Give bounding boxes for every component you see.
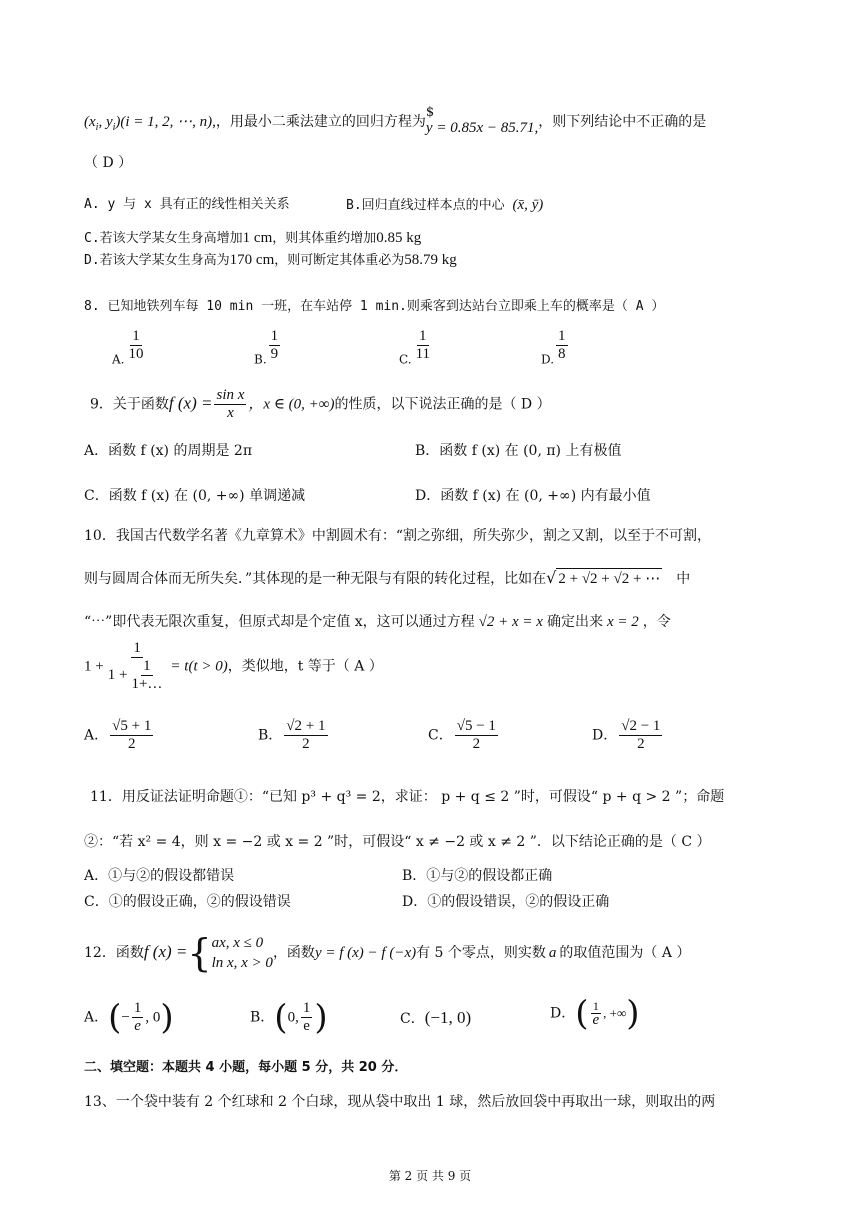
- section-2-title: 二、填空题：本题共 4 小题，每小题 5 分，共 20 分．: [84, 1060, 408, 1075]
- q7-equation: $ y = 0.85x − 85.71,: [425, 105, 539, 136]
- q11-option-d: D．①的假设错误，②的假设正确: [402, 894, 610, 910]
- q10-option-c: C． $\frac{√5 - 1}{2}$: [428, 718, 496, 752]
- q11-line-2: ②：“若 x² = 4，则 x = −2 或 x = 2 ”时，可假设“ x ≠ −2 或 x ≠ 2 ”．以下结论正确的是（ C ）: [84, 834, 711, 850]
- q13-stem: 13、一个袋中装有 2 个红球和 2 个白球，现从袋中取出 1 球，然后放回袋中再取出一球，则取出的两: [84, 1094, 716, 1110]
- q10-option-d: D． $\frac{√2 - 1}{2}$: [592, 718, 661, 752]
- q7-stem-tail: ，则下列结论中不正确的是: [538, 114, 707, 130]
- q7-stem-math: ($x_i$, $y_i)(i = 1$, 2, ⋯, n),: [84, 114, 216, 133]
- q7-option-c: C.若该大学某女生身高增加1 cm，则其体重约增加0.85 kg: [84, 230, 422, 246]
- page-footer: 第 2 页 共 9 页: [388, 1169, 472, 1183]
- q8-option-a: A. $\frac{1}{10}$: [112, 328, 144, 367]
- q12-option-a: A．(− $\frac{1}{e}$ , 0): [84, 997, 174, 1038]
- q7-option-a: A. y 与 x 具有正的线性相关关系: [84, 197, 290, 212]
- q8-stem: 8. 已知地铁列车每 10 min 一班，在车站停 1 min.则乘客到达站台立即乘上车的概率是（ A ）: [84, 299, 665, 314]
- q8-option-c: C. $\frac{1}{11}$: [399, 328, 431, 367]
- q10-line-1: 10．我国古代数学名著《九章算术》中割圆术有：“割之弥细，所失弥少，割之又割，以至于不可割，: [84, 528, 711, 544]
- q10-option-b: B． $\frac{√2 + 1}{2}$: [258, 718, 326, 752]
- q11-line-1: 11．用反证法证明命题①：“已知 p³ + q³ = 2，求证： p + q ≤ 2 ”时，可假设“ p + q > 2 ”；命题: [90, 789, 725, 805]
- q11-option-a: A．①与②的假设都错误: [84, 868, 235, 884]
- q7-stem: [84, 105, 707, 138]
- q7-option-b: B.回归直线过样本点的中心 (x̄, ȳ): [346, 197, 544, 213]
- q11-option-b: B．①与②的假设都正确: [402, 868, 553, 884]
- q10-line-2: 则与圆周合体而无所失矣．”其体现的是一种无限与有限的转化过程，比如在√ 2 + √2 + √2 + ⋯ 中: [84, 568, 691, 587]
- q7-stem-text: ，用最小二乘法建立的回归方程为: [215, 114, 426, 130]
- q7-option-d: D.若该大学某女生身高为170 cm，则可断定其体重必为58.79 kg: [84, 252, 457, 268]
- q7-answer: （ D ）: [84, 155, 133, 171]
- q12-option-c: C．(−1, 0): [400, 1008, 472, 1027]
- q9-option-a: A．函数 f (x) 的周期是 2π: [84, 443, 253, 459]
- q8-option-d: D. $\frac{1}{8}$: [541, 328, 566, 367]
- q10-line-3: “⋯”即代表无限次重复，但原式却是个定值 x，这可以通过方程 √2 + x = x 确定出来 x = 2 ，令: [84, 614, 671, 630]
- q12-stem: 12．函数f (x) ={ ax, x ≤ 0 ln x, x > 0 ，函数y = f (x) − f (−x)有 5 个零点，则实数 a 的取值范围为（ A ）: [84, 931, 691, 975]
- q12-option-b: B．(0, $\frac{1}{e}$ ): [250, 997, 328, 1038]
- q12-option-d: D．( $\frac{1}{e}$ , +∞): [550, 993, 640, 1034]
- q8-option-b: B. $\frac{1}{9}$: [254, 328, 279, 367]
- q9-option-d: D．函数 f (x) 在 (0, +∞) 内有最小值: [415, 488, 651, 504]
- q10-option-a: A． $\frac{√5 + 1}{2}$: [84, 718, 152, 752]
- q9-stem: 9．关于函数f (x) = $\frac{\text{sin x}}{x}$ ，x ∈ (0, +∞)的性质，以下说法正确的是（ D ）: [90, 387, 551, 421]
- q11-option-c: C．①的假设正确，②的假设错误: [84, 894, 291, 910]
- q9-option-b: B．函数 f (x) 在 (0, π) 上有极值: [415, 443, 622, 459]
- q9-option-c: C．函数 f (x) 在 (0, +∞) 单调递减: [84, 488, 306, 504]
- q10-continued-fraction: 1 + 1 1 + $\frac{1}{1+\dots}$ = t(t > 0)，类似地，t 等于（ A ）: [84, 640, 383, 692]
